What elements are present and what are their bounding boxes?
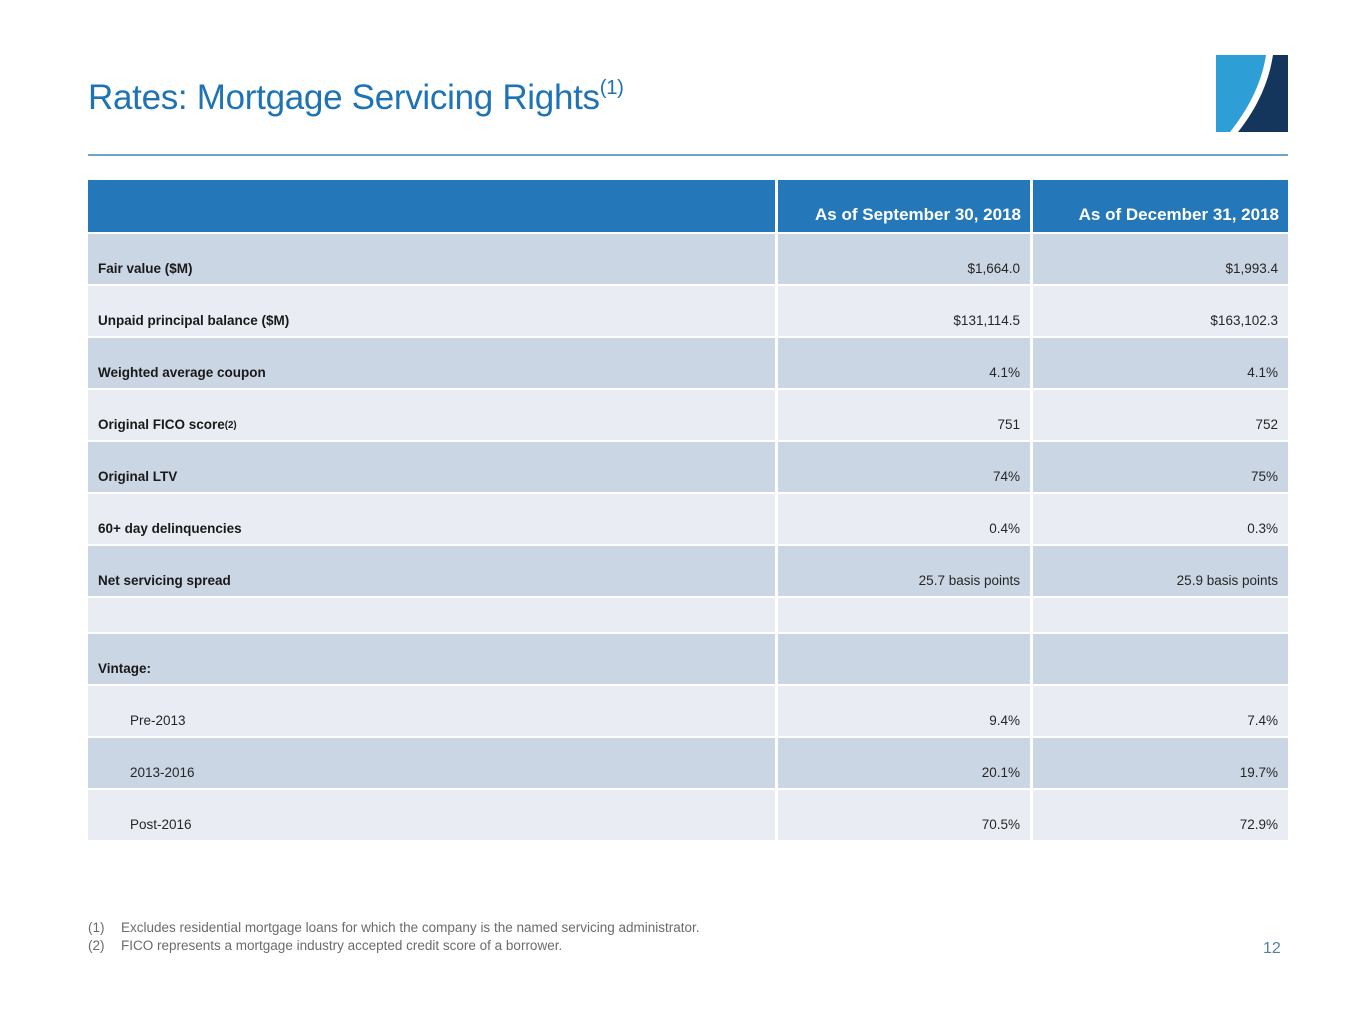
- row-value-sep30: 751: [778, 390, 1030, 440]
- page-title: [88, 78, 624, 118]
- header-blank-cell: [88, 180, 775, 232]
- row-label: [88, 442, 775, 492]
- row-label-text: Net servicing spread: [98, 573, 231, 588]
- row-label: [88, 546, 775, 596]
- company-logo-icon: [1216, 55, 1288, 132]
- footnotes: [88, 919, 1068, 955]
- row-value-dec31: 75%: [1033, 442, 1288, 492]
- page-title-text: Rates: Mortgage Servicing Rights: [88, 78, 600, 117]
- row-value-sep30: 4.1%: [778, 338, 1030, 388]
- row-label-text: Original FICO score: [98, 417, 225, 432]
- row-value-sep30: [778, 598, 1030, 632]
- row-label: [88, 634, 775, 684]
- row-label: [88, 234, 775, 284]
- footnote-2: [88, 937, 1068, 955]
- row-value-sep30: 0.4%: [778, 494, 1030, 544]
- footnote-1: [88, 919, 1068, 937]
- footnote-text: Excludes residential mortgage loans for which the company is the named servicing administrator.: [121, 920, 700, 935]
- row-value-sep30: 20.1%: [778, 738, 1030, 788]
- table-row-pre-2013: [88, 686, 1288, 736]
- footnote-marker: (1): [88, 920, 105, 935]
- row-value-dec31: 4.1%: [1033, 338, 1288, 388]
- row-value-dec31: 0.3%: [1033, 494, 1288, 544]
- row-label: [88, 286, 775, 336]
- row-label-text: 60+ day delinquencies: [98, 521, 242, 536]
- table-row-original-ltv: [88, 442, 1288, 492]
- row-value-dec31: $1,993.4: [1033, 234, 1288, 284]
- row-value-sep30: 74%: [778, 442, 1030, 492]
- header-as-of-september: As of September 30, 2018: [778, 180, 1030, 232]
- row-label-text: Original LTV: [98, 469, 178, 484]
- title-divider-rule: [88, 154, 1288, 156]
- row-value-sep30: $131,114.5: [778, 286, 1030, 336]
- table-row-weighted-avg-coupon: [88, 338, 1288, 388]
- footnote-marker: (2): [88, 938, 105, 953]
- msr-table: [88, 180, 1288, 842]
- row-label-text: Weighted average coupon: [98, 365, 266, 380]
- row-value-sep30: $1,664.0: [778, 234, 1030, 284]
- page-number: 12: [1263, 940, 1281, 957]
- row-value-sep30: 9.4%: [778, 686, 1030, 736]
- row-value-dec31: 752: [1033, 390, 1288, 440]
- table-row-original-fico: [88, 390, 1288, 440]
- row-label-text: Unpaid principal balance ($M): [98, 313, 290, 328]
- row-label-text: Vintage:: [98, 661, 152, 676]
- row-label-text: Fair value ($M): [98, 261, 193, 276]
- footnote-text: FICO represents a mortgage industry accepted credit score of a borrower.: [121, 938, 563, 953]
- table-header-row: [88, 180, 1288, 232]
- row-value-dec31: 7.4%: [1033, 686, 1288, 736]
- row-label: [88, 790, 775, 840]
- page-title-footnote-ref: (1): [599, 77, 624, 100]
- row-label: [88, 390, 775, 440]
- row-label: [88, 686, 775, 736]
- row-value-dec31: [1033, 598, 1288, 632]
- table-row-2013-2016: [88, 738, 1288, 788]
- row-label: [88, 738, 775, 788]
- row-label-text: Post-2016: [130, 817, 192, 832]
- row-label: [88, 494, 775, 544]
- table-row-unpaid-principal: [88, 286, 1288, 336]
- row-value-sep30: 25.7 basis points: [778, 546, 1030, 596]
- row-value-dec31: 19.7%: [1033, 738, 1288, 788]
- table-row-delinquencies: [88, 494, 1288, 544]
- table-row-post-2016: [88, 790, 1288, 840]
- table-row-net-servicing-spread: [88, 546, 1288, 596]
- row-value-dec31: 72.9%: [1033, 790, 1288, 840]
- row-value-sep30: [778, 634, 1030, 684]
- row-label: [88, 338, 775, 388]
- row-value-dec31: $163,102.3: [1033, 286, 1288, 336]
- header-as-of-december: As of December 31, 2018: [1033, 180, 1288, 232]
- table-row-fair-value: [88, 234, 1288, 284]
- row-value-dec31: [1033, 634, 1288, 684]
- row-value-sep30: 70.5%: [778, 790, 1030, 840]
- row-label-footnote-ref: (2): [224, 420, 237, 431]
- row-value-dec31: 25.9 basis points: [1033, 546, 1288, 596]
- table-row-vintage-header: [88, 634, 1288, 684]
- row-label-text: Pre-2013: [130, 713, 186, 728]
- table-row-spacer: [88, 598, 1288, 632]
- row-label: [88, 598, 775, 632]
- row-label-text: 2013-2016: [130, 765, 195, 780]
